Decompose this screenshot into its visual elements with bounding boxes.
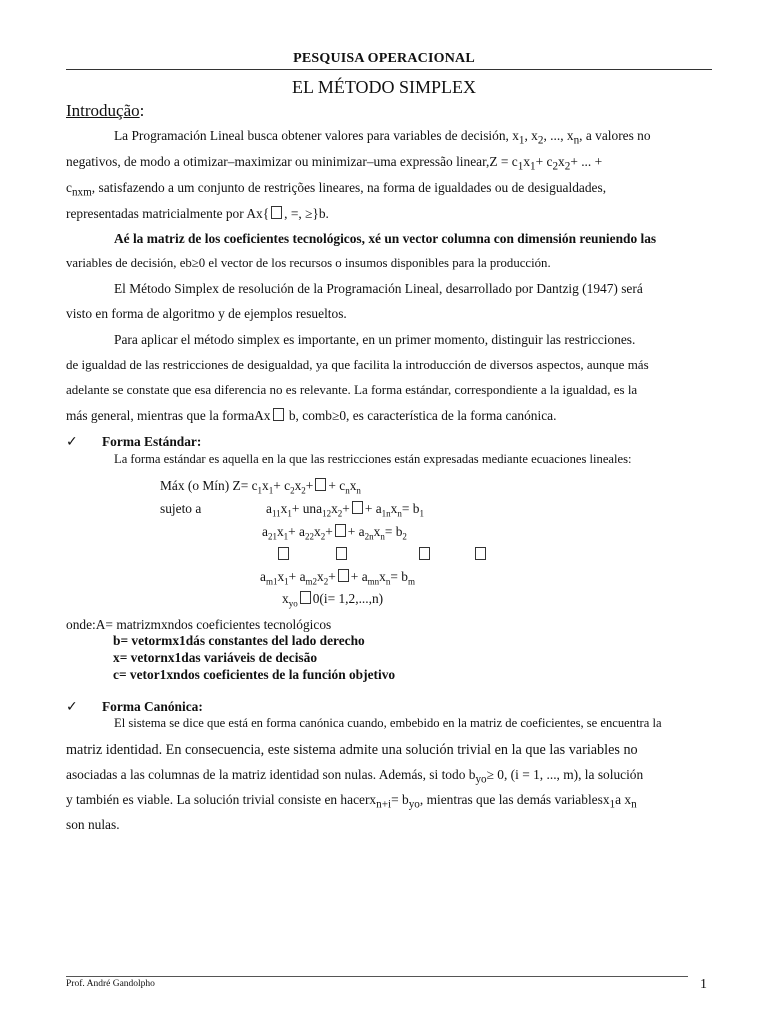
sub: mn — [367, 576, 380, 587]
sub: 1 — [517, 160, 524, 173]
p1-line-1 — [66, 128, 651, 147]
p3-line-1-text: El Método Simplex de resolución de la Programación Lineal, desarrollado por Dantzig (1947) será — [114, 281, 643, 296]
p3-line-2: visto en forma de algoritmo y de ejemplos resueltos. — [66, 306, 347, 321]
subject-to-label: sujeto a — [160, 501, 202, 516]
eq-text: a — [260, 569, 266, 584]
missing-glyph-box — [278, 547, 289, 560]
missing-glyph-box — [315, 478, 326, 491]
eq-text: x — [276, 524, 284, 539]
sub: 1 — [518, 134, 525, 147]
page-number: 1 — [700, 977, 707, 992]
definition-b: b= vetormx1dás constantes del lado derecho — [113, 633, 365, 648]
sub: m — [407, 576, 415, 587]
sub: 2 — [323, 576, 329, 587]
sub: 2 — [552, 160, 559, 173]
sub: n — [356, 485, 361, 496]
eq-text: + a — [288, 569, 306, 584]
eq-text: + a — [350, 569, 368, 584]
p2-line-1-text: Aé la matriz de los coeficientes tecnológicos, xé un vector columna con dimensión reuniendo las — [114, 231, 657, 246]
standard-form-description: La forma estándar es aquella en la que las restricciones están expresadas mediante ecuaciones lineales: — [114, 452, 632, 466]
constraint-row-2 — [262, 524, 407, 542]
sub: 1 — [530, 160, 536, 173]
eq-text: + c — [273, 478, 291, 493]
objective-function — [160, 478, 361, 496]
sub: 2 — [290, 485, 295, 496]
eq-text: x — [280, 501, 288, 516]
p1-line-1-text-c: , ..., x — [543, 128, 574, 143]
sub: n — [385, 576, 391, 587]
sub: 2 — [337, 508, 343, 519]
canonical-line-3 — [66, 767, 643, 786]
eq-text: + c — [328, 478, 346, 493]
footer-rule — [66, 976, 688, 977]
eq-text: a — [266, 501, 272, 516]
canonical-line-4 — [66, 792, 637, 811]
sub: 1 — [268, 485, 274, 496]
canonical-line-4-text-c: , mientras que las demás variablesx — [419, 792, 610, 807]
sub: yo — [288, 598, 298, 609]
non-negativity — [282, 591, 383, 609]
sub: 21 — [267, 531, 277, 542]
p1-line-4 — [66, 206, 329, 222]
canonical-line-5: son nulas. — [66, 817, 120, 832]
canonical-line-4-text-d: a x — [615, 792, 632, 807]
sub: 1 — [283, 531, 289, 542]
missing-glyph-box — [338, 569, 349, 582]
eq-text: + a — [288, 524, 305, 539]
header-rule — [66, 69, 712, 70]
checkmark-icon: ✓ — [66, 699, 78, 715]
p4-line-1-text: Para aplicar el método simplex es importante, en un primer momento, distinguir las restricciones. — [114, 332, 636, 347]
sub: 2 — [402, 531, 407, 542]
eq-text: Máx (o Mín) Z= c — [160, 478, 258, 493]
eq-text: + — [328, 569, 336, 584]
eq-text: x — [317, 569, 324, 584]
header-title: PESQUISA OPERACIONAL — [293, 51, 475, 66]
canonical-line-4-text-b: = b — [391, 792, 409, 807]
eq-text: = b — [390, 569, 408, 584]
p4-line-3: adelante se constate que esa diferencia no es relevante. La forma estándar, correspondiente a la igualdad, es la — [66, 382, 638, 397]
eq-text: x — [331, 501, 338, 516]
eq-text: x — [277, 569, 285, 584]
eq-text: 0(i= 1,2,...,n) — [312, 591, 384, 606]
sub: 2 — [301, 485, 306, 496]
p1-line-4-text: representadas matricialmente por Ax{ — [66, 206, 270, 221]
sub: 2 — [564, 160, 571, 173]
p1-line-1-text-b: , x — [524, 128, 538, 143]
p1-line-1-text: La Programación Lineal busca obtener valores para variables de decisión, x — [114, 128, 519, 143]
p3-line-1 — [66, 281, 643, 297]
sub: m2 — [305, 576, 318, 587]
constraint-row-m — [260, 569, 415, 587]
p4-line-4-text-b: b, comb≥0, es característica de la forma canónica. — [285, 408, 557, 423]
eq-text: x — [390, 501, 398, 516]
definition-c: c= vetor1xndos coeficientes de la función objetivo — [113, 667, 396, 682]
p2-line-2: variables de decisión, eb≥0 el vector de los recursos o insumos disponibles para la producción. — [66, 256, 551, 270]
sub: yo — [408, 798, 420, 811]
canonical-form-heading: Forma Canónica: — [102, 699, 203, 714]
sub: n — [380, 531, 385, 542]
sub: n — [345, 485, 350, 496]
constraint-row-1 — [266, 501, 424, 519]
sub: n — [573, 134, 580, 147]
p1-line-4-text-b: , =, ≥}b. — [284, 206, 329, 221]
eq-text: + — [325, 524, 333, 539]
canonical-line-3-text-b: ≥ 0, (i = 1, ..., m), la solución — [486, 767, 644, 782]
vertical-dots-row — [276, 547, 488, 563]
p1-line-3-text-b: , satisfazendo a um conjunto de restrições lineares, na forma de igualdades ou de desigualdades, — [91, 180, 607, 195]
document-title: EL MÉTODO SIMPLEX — [292, 77, 476, 97]
sub: 2 — [537, 134, 544, 147]
missing-glyph-box — [335, 524, 346, 537]
eq-text: x — [262, 478, 269, 493]
eq-text: + a — [347, 524, 365, 539]
sub: 1 — [257, 485, 263, 496]
p1-line-1-text-d: , a valores no — [579, 128, 651, 143]
missing-glyph-box — [300, 591, 311, 604]
p1-line-2-text-e: + ... + — [570, 154, 603, 169]
sub: 1 — [284, 576, 289, 587]
intro-heading-colon: : — [139, 101, 145, 120]
eq-text: = b — [401, 501, 420, 516]
missing-glyph-box — [352, 501, 363, 514]
eq-text: + una — [291, 501, 323, 516]
definition-a: onde:A= matrizmxndos coeficientes tecnológicos — [66, 617, 332, 632]
p1-line-3-text: c — [66, 180, 72, 195]
eq-text: x — [379, 569, 386, 584]
eq-text: x — [349, 478, 357, 493]
intro-heading-text: Introdução — [66, 101, 140, 120]
p1-line-3 — [66, 180, 606, 199]
missing-glyph-box — [336, 547, 347, 560]
canonical-line-3-text: asociadas a las columnas de la matriz identidad son nulas. Además, si todo b — [66, 767, 476, 782]
sub: 12 — [322, 508, 332, 519]
missing-glyph-box — [273, 408, 284, 421]
eq-text: = b — [384, 524, 403, 539]
sub: yo — [475, 773, 487, 786]
missing-glyph-box — [475, 547, 486, 560]
sub: 1 — [287, 508, 292, 519]
canonical-line-1: El sistema se dice que está en forma canónica cuando, embebido en la matriz de coeficientes, se encuentra la — [114, 716, 662, 730]
p1-line-2-text: negativos, de modo a otimizar–maximizar ou minimizar–uma expressão linear,Z = c — [66, 154, 518, 169]
sub: nxm — [71, 186, 92, 199]
eq-text: + — [342, 501, 350, 516]
eq-text: x — [282, 591, 289, 606]
missing-glyph-box — [271, 206, 282, 219]
eq-text: + a — [364, 501, 382, 516]
sub: m1 — [265, 576, 278, 587]
sub: 11 — [271, 508, 281, 519]
p4-line-2: de igualdad de las restricciones de desigualdad, ya que facilita la introducción de diversos aspectos, aunque más — [66, 357, 649, 372]
sub: 2n — [364, 531, 374, 542]
footer-author: Prof. André Gandolpho — [66, 979, 155, 989]
sub: n+i — [376, 798, 392, 811]
canonical-line-2: matriz identidad. En consecuencia, este sistema admite una solución trivial en la que las variables no — [66, 742, 638, 758]
sub: 1 — [419, 508, 424, 519]
p1-line-2-text-b: x — [523, 154, 531, 169]
sub: 1n — [381, 508, 391, 519]
p1-line-2-text-c: + c — [535, 154, 553, 169]
checkmark-icon: ✓ — [66, 434, 78, 450]
p4-line-1 — [66, 332, 635, 348]
intro-heading — [66, 101, 144, 121]
p1-line-2-text-d: x — [558, 154, 565, 169]
p4-line-4-text: más general, mientras que la formaAx — [66, 408, 271, 423]
sub: n — [631, 798, 637, 811]
sub: 2 — [320, 531, 326, 542]
eq-text: x — [373, 524, 381, 539]
missing-glyph-box — [419, 547, 430, 560]
eq-text: x — [314, 524, 321, 539]
p1-line-2 — [66, 154, 602, 173]
sub: n — [397, 508, 402, 519]
p4-line-4 — [66, 408, 556, 424]
eq-text: + — [305, 478, 314, 493]
definition-x: x= vetornx1das variáveis de decisão — [113, 650, 318, 665]
p2-line-1 — [66, 231, 656, 247]
canonical-line-4-text: y también es viable. La solución trivial consiste en hacerx — [66, 792, 377, 807]
eq-text: a — [262, 524, 268, 539]
standard-form-heading: Forma Estándar: — [102, 434, 202, 449]
eq-text: x — [294, 478, 302, 493]
sub: 22 — [305, 531, 314, 542]
sub: 1 — [609, 798, 616, 811]
